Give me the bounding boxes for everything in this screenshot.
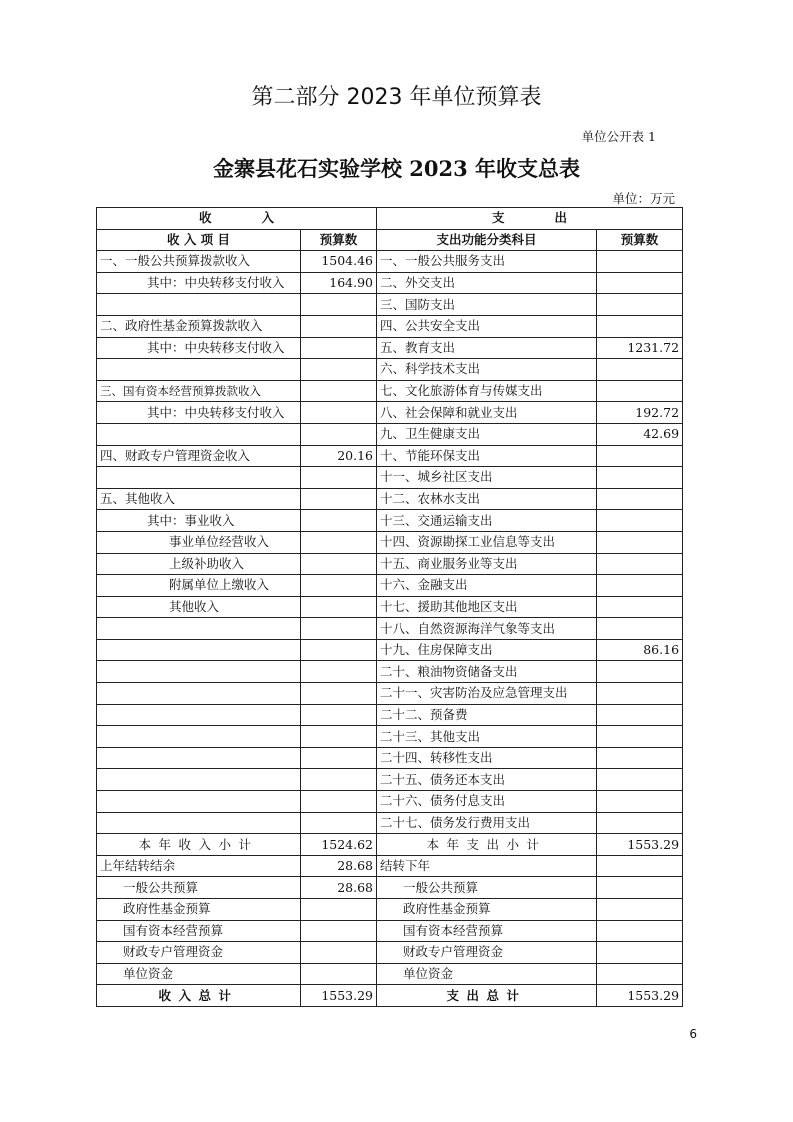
expense-item-header: 支出功能分类科目 (377, 229, 597, 251)
table-row (97, 553, 683, 575)
expense-item-cell: 国有资本经营预算 (377, 920, 597, 942)
income-item-cell (97, 704, 301, 726)
expense-item-cell: 十六、金融支出 (377, 575, 597, 597)
income-budget-cell: 1524.62 (301, 834, 377, 856)
expense-item-cell: 十三、交通运输支出 (377, 510, 597, 532)
income-item-cell (97, 769, 301, 791)
income-item-cell: 其中：中央转移支付收入 (97, 402, 301, 424)
expense-budget-cell (597, 618, 683, 640)
income-budget-cell (301, 812, 377, 834)
income-item-cell: 单位资金 (97, 963, 301, 985)
table-row (97, 531, 683, 553)
income-budget-cell (301, 531, 377, 553)
expense-item-cell: 二十七、债务发行费用支出 (377, 812, 597, 834)
income-item-cell: 附属单位上缴收入 (97, 575, 301, 597)
expense-header: 支 出 (377, 208, 683, 230)
income-budget-cell (301, 942, 377, 964)
expense-item-cell: 一般公共预算 (377, 877, 597, 899)
expense-budget-cell (597, 812, 683, 834)
income-item-cell: 五、其他收入 (97, 488, 301, 510)
table-row (97, 445, 683, 467)
income-budget-cell (301, 791, 377, 813)
expense-item-cell: 十五、商业服务业等支出 (377, 553, 597, 575)
income-budget-cell (301, 423, 377, 445)
expense-budget-cell (597, 704, 683, 726)
table-row (97, 294, 683, 316)
expense-budget-cell (597, 899, 683, 921)
income-item-cell: 其他收入 (97, 596, 301, 618)
income-budget-cell (301, 553, 377, 575)
expense-item-cell: 十一、城乡社区支出 (377, 467, 597, 489)
table-row (97, 747, 683, 769)
income-item-cell: 其中：事业收入 (97, 510, 301, 532)
table-title: 金寨县花石实验学校 2023 年收支总表 (212, 156, 581, 181)
table-row (97, 639, 683, 661)
expense-item-cell: 十四、资源勘探工业信息等支出 (377, 531, 597, 553)
expense-budget-cell (597, 359, 683, 381)
table-row (97, 985, 683, 1007)
income-budget-cell: 164.90 (301, 272, 377, 294)
income-budget-cell (301, 899, 377, 921)
expense-budget-cell: 192.72 (597, 402, 683, 424)
table-row (97, 704, 683, 726)
table-row (97, 963, 683, 985)
expense-budget-cell (597, 272, 683, 294)
expense-budget-cell (597, 769, 683, 791)
expense-item-cell: 本年支出小计 (377, 834, 597, 856)
budget-table (96, 207, 683, 1007)
expense-budget-cell: 1553.29 (597, 834, 683, 856)
income-budget-cell (301, 769, 377, 791)
expense-budget-cell (597, 315, 683, 337)
expense-item-cell: 二十一、灾害防治及应急管理支出 (377, 683, 597, 705)
income-budget-cell (301, 726, 377, 748)
expense-item-cell: 九、卫生健康支出 (377, 423, 597, 445)
expense-item-cell: 六、科学技术支出 (377, 359, 597, 381)
unit-label: 单位：万元 (612, 191, 675, 206)
table-row (97, 423, 683, 445)
income-budget-cell (301, 747, 377, 769)
income-budget-cell (301, 294, 377, 316)
income-item-header: 收 入 项 目 (97, 229, 301, 251)
expense-budget-cell (597, 791, 683, 813)
table-row (97, 791, 683, 813)
income-budget-header: 预算数 (301, 229, 377, 251)
income-item-cell: 政府性基金预算 (97, 899, 301, 921)
expense-item-cell: 四、公共安全支出 (377, 315, 597, 337)
expense-item-cell: 单位资金 (377, 963, 597, 985)
expense-item-cell: 十八、自然资源海洋气象等支出 (377, 618, 597, 640)
table-row (97, 769, 683, 791)
table-row (97, 575, 683, 597)
income-item-cell: 一、一般公共预算拨款收入 (97, 251, 301, 273)
expense-item-cell: 一、一般公共服务支出 (377, 251, 597, 273)
expense-budget-cell: 1553.29 (597, 985, 683, 1007)
income-budget-cell (301, 467, 377, 489)
table-row (97, 942, 683, 964)
page-number: 6 (689, 1027, 697, 1041)
income-item-cell (97, 359, 301, 381)
expense-budget-cell (597, 877, 683, 899)
income-item-cell: 收入总计 (97, 985, 301, 1007)
income-budget-cell (301, 963, 377, 985)
expense-item-cell: 十二、农林水支出 (377, 488, 597, 510)
expense-budget-cell (597, 920, 683, 942)
income-item-cell (97, 812, 301, 834)
expense-item-cell: 二十三、其他支出 (377, 726, 597, 748)
expense-item-cell: 支出总计 (377, 985, 597, 1007)
expense-item-cell: 五、教育支出 (377, 337, 597, 359)
income-item-cell (97, 726, 301, 748)
income-budget-cell (301, 596, 377, 618)
table-row (97, 661, 683, 683)
expense-item-cell: 二十四、转移性支出 (377, 747, 597, 769)
expense-budget-cell (597, 747, 683, 769)
expense-budget-cell (597, 855, 683, 877)
expense-budget-cell: 1231.72 (597, 337, 683, 359)
expense-item-cell: 八、社会保障和就业支出 (377, 402, 597, 424)
income-item-cell: 其中：中央转移支付收入 (97, 272, 301, 294)
income-item-cell: 国有资本经营预算 (97, 920, 301, 942)
table-row (97, 510, 683, 532)
income-budget-cell (301, 661, 377, 683)
table-row (97, 380, 683, 402)
table-row (97, 488, 683, 510)
table-row (97, 683, 683, 705)
expense-budget-cell (597, 510, 683, 532)
table-row (97, 877, 683, 899)
table-row (97, 402, 683, 424)
expense-budget-cell (597, 531, 683, 553)
income-budget-cell (301, 488, 377, 510)
expense-budget-cell: 86.16 (597, 639, 683, 661)
income-item-cell: 本年收入小计 (97, 834, 301, 856)
expense-item-cell: 十九、住房保障支出 (377, 639, 597, 661)
table-body (97, 208, 683, 1007)
income-item-cell (97, 791, 301, 813)
income-budget-cell (301, 359, 377, 381)
expense-budget-cell (597, 251, 683, 273)
part-title: 第二部分 2023 年单位预算表 (251, 85, 542, 110)
expense-item-cell: 二十、粮油物资储备支出 (377, 661, 597, 683)
income-item-cell: 财政专户管理资金 (97, 942, 301, 964)
expense-item-cell: 二十六、债务付息支出 (377, 791, 597, 813)
table-row (97, 726, 683, 748)
income-item-cell (97, 661, 301, 683)
income-item-cell: 四、财政专户管理资金收入 (97, 445, 301, 467)
expense-budget-header: 预算数 (597, 229, 683, 251)
expense-item-cell: 政府性基金预算 (377, 899, 597, 921)
expense-item-cell: 二、外交支出 (377, 272, 597, 294)
income-budget-cell (301, 704, 377, 726)
table-row (97, 618, 683, 640)
table-row (97, 272, 683, 294)
income-item-cell: 上级补助收入 (97, 553, 301, 575)
table-row (97, 812, 683, 834)
income-budget-cell (301, 510, 377, 532)
income-item-cell: 上年结转结余 (97, 855, 301, 877)
income-item-cell: 三、国有资本经营预算拨款收入 (97, 380, 301, 402)
income-budget-cell (301, 315, 377, 337)
expense-budget-cell (597, 553, 683, 575)
table-number: 单位公开表 1 (581, 129, 656, 144)
income-budget-cell (301, 920, 377, 942)
table-row (97, 315, 683, 337)
expense-budget-cell (597, 942, 683, 964)
expense-item-cell: 结转下年 (377, 855, 597, 877)
table-row (97, 834, 683, 856)
expense-budget-cell (597, 661, 683, 683)
column-header-row (97, 229, 683, 251)
expense-budget-cell (597, 963, 683, 985)
expense-budget-cell (597, 575, 683, 597)
income-budget-cell: 28.68 (301, 855, 377, 877)
table-row (97, 596, 683, 618)
expense-budget-cell (597, 488, 683, 510)
income-budget-cell (301, 337, 377, 359)
income-budget-cell (301, 618, 377, 640)
table-row (97, 920, 683, 942)
table-row (97, 467, 683, 489)
expense-budget-cell (597, 596, 683, 618)
income-item-cell (97, 683, 301, 705)
table-row (97, 359, 683, 381)
income-budget-cell (301, 639, 377, 661)
expense-budget-cell (597, 726, 683, 748)
expense-item-cell: 七、文化旅游体育与传媒支出 (377, 380, 597, 402)
income-budget-cell: 20.16 (301, 445, 377, 467)
table-row (97, 337, 683, 359)
expense-budget-cell (597, 294, 683, 316)
income-item-cell (97, 747, 301, 769)
expense-item-cell: 财政专户管理资金 (377, 942, 597, 964)
expense-item-cell: 二十二、预备费 (377, 704, 597, 726)
expense-item-cell: 十七、援助其他地区支出 (377, 596, 597, 618)
expense-item-cell: 十、节能环保支出 (377, 445, 597, 467)
table-row (97, 251, 683, 273)
expense-budget-cell (597, 683, 683, 705)
income-item-cell: 一般公共预算 (97, 877, 301, 899)
income-item-cell (97, 618, 301, 640)
income-budget-cell (301, 380, 377, 402)
income-budget-cell (301, 402, 377, 424)
income-header: 收 入 (97, 208, 377, 230)
table-row (97, 855, 683, 877)
expense-budget-cell (597, 467, 683, 489)
income-item-cell: 事业单位经营收入 (97, 531, 301, 553)
income-budget-cell: 1553.29 (301, 985, 377, 1007)
income-item-cell: 二、政府性基金预算拨款收入 (97, 315, 301, 337)
expense-budget-cell (597, 380, 683, 402)
expense-budget-cell (597, 445, 683, 467)
expense-item-cell: 三、国防支出 (377, 294, 597, 316)
income-budget-cell (301, 683, 377, 705)
income-item-cell: 其中：中央转移支付收入 (97, 337, 301, 359)
income-item-cell (97, 423, 301, 445)
income-item-cell (97, 467, 301, 489)
income-item-cell (97, 639, 301, 661)
expense-item-cell: 二十五、债务还本支出 (377, 769, 597, 791)
income-budget-cell (301, 575, 377, 597)
income-budget-cell: 1504.46 (301, 251, 377, 273)
table-header-row (97, 208, 683, 230)
income-item-cell (97, 294, 301, 316)
table-row (97, 899, 683, 921)
expense-budget-cell: 42.69 (597, 423, 683, 445)
income-budget-cell: 28.68 (301, 877, 377, 899)
